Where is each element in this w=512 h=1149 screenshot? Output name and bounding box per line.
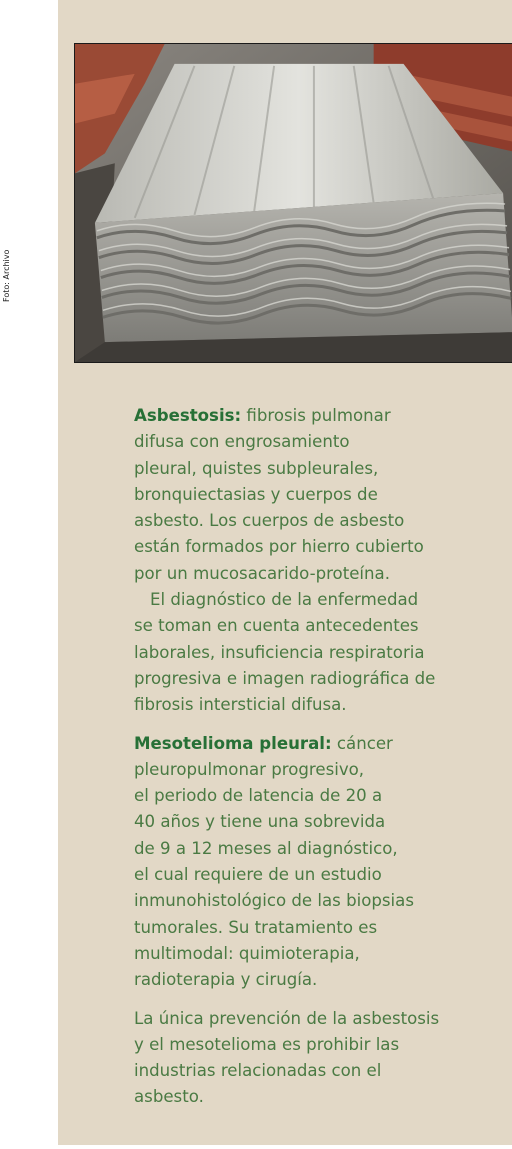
diagnosis-line: laborales, insuficiencia respiratoria — [134, 642, 425, 662]
mesothelioma-line: radioterapia y cirugía. — [134, 970, 318, 990]
mesothelioma-line: el periodo de latencia de 20 a — [134, 786, 383, 806]
mesothelioma-line: inmunohistológico de las biopsias — [134, 891, 414, 911]
mesothelioma-line: multimodal: quimioterapia, — [134, 943, 360, 963]
asbestosis-paragraph — [134, 403, 479, 719]
mesothelioma-line: cáncer — [331, 733, 393, 753]
prevention-paragraph — [134, 1006, 479, 1111]
mesothelioma-line: de 9 a 12 meses al diagnóstico, — [134, 838, 398, 858]
mesothelioma-term: Mesotelioma pleural: — [134, 733, 332, 753]
asbestosis-line: por un mucosacarido-proteína. — [134, 563, 390, 583]
asbestosis-line: pleural, quistes subpleurales, — [134, 458, 379, 478]
prevention-line: industrias relacionadas con el — [134, 1061, 382, 1081]
asbestosis-term: Asbestosis: — [134, 406, 242, 425]
text-block — [134, 403, 479, 1111]
prevention-line: La única prevención de la asbestosis — [134, 1008, 440, 1028]
mesothelioma-line: pleuropulmonar progresivo, — [134, 759, 365, 779]
asbestosis-line: están formados por hierro cubierto — [134, 537, 424, 557]
asbestosis-line: asbesto. Los cuerpos de asbesto — [134, 511, 405, 531]
diagnosis-line: fibrosis intersticial difusa. — [134, 695, 347, 715]
photo-credit: Foto: Archivo — [2, 249, 11, 302]
diagnosis-line: se toman en cuenta antecedentes — [134, 616, 419, 636]
asbestos-sheets-illustration — [75, 44, 512, 362]
prevention-line: asbesto. — [134, 1087, 204, 1107]
diagnosis-line: progresiva e imagen radiográfica de — [134, 668, 436, 688]
diagnosis-line: El diagnóstico de la enfermedad — [150, 590, 419, 610]
mesothelioma-line: tumorales. Su tratamiento es — [134, 917, 378, 937]
mesothelioma-paragraph — [134, 731, 479, 994]
asbestos-sheets-photo — [74, 43, 512, 363]
mesothelioma-line: el cual requiere de un estudio — [134, 865, 382, 885]
prevention-line: y el mesotelioma es prohibir las — [134, 1034, 400, 1054]
mesothelioma-line: 40 años y tiene una sobrevida — [134, 812, 386, 832]
asbestosis-line: difusa con engrosamiento — [134, 432, 350, 452]
asbestosis-line: fibrosis pulmonar — [241, 406, 391, 425]
asbestosis-line: bronquiectasias y cuerpos de — [134, 484, 378, 504]
